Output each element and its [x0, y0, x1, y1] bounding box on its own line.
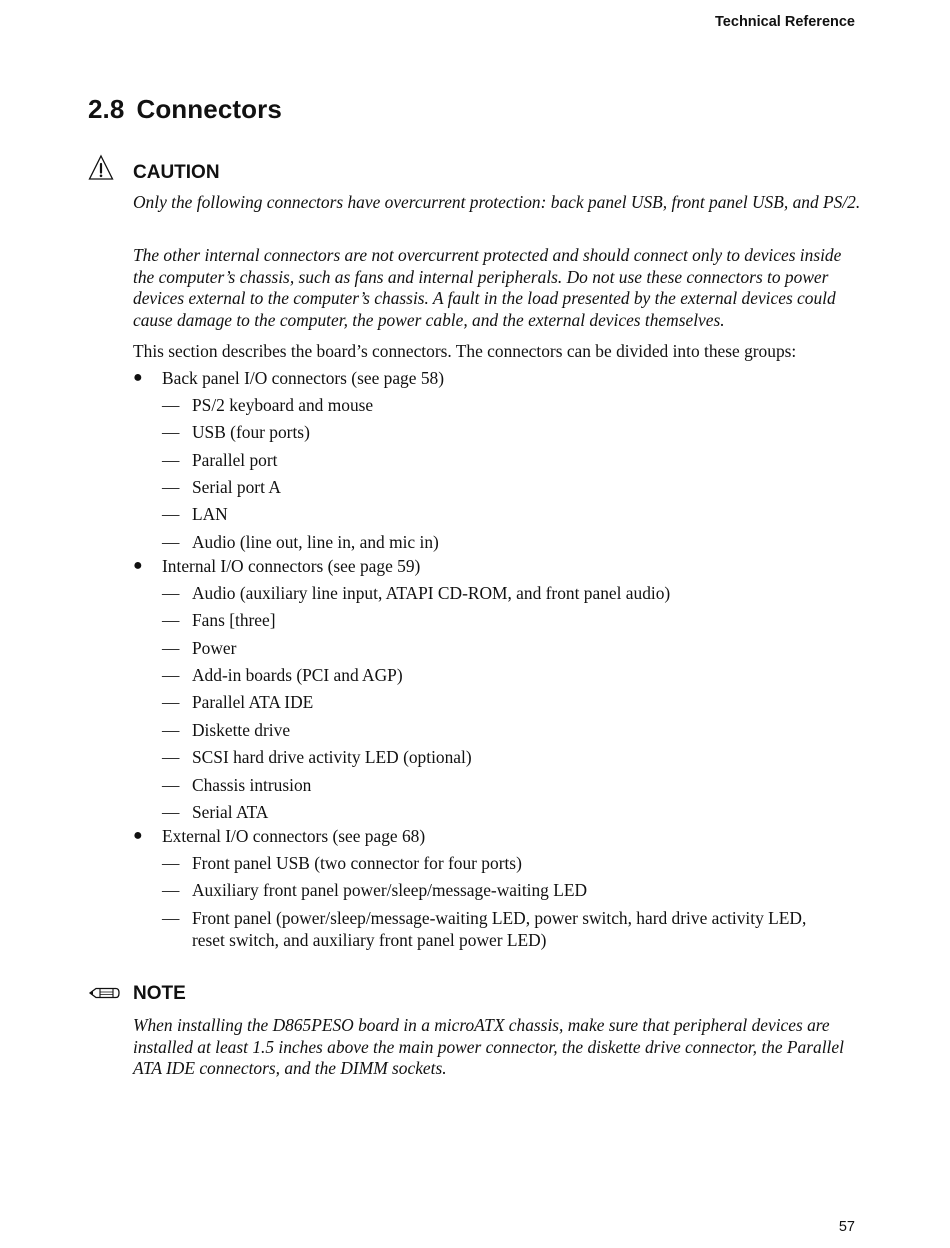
dash-icon: —	[162, 583, 180, 603]
dash-icon: —	[162, 802, 180, 822]
sub-list-item: PS/2 keyboard and mouse	[192, 395, 374, 415]
sub-list-item: Parallel ATA IDE	[192, 692, 314, 712]
sub-list-item: Audio (line out, line in, and mic in)	[192, 532, 439, 552]
sub-list-item: Serial ATA	[192, 802, 269, 822]
dash-icon: —	[162, 747, 180, 767]
dash-icon: —	[162, 395, 180, 415]
dash-icon: —	[162, 422, 180, 442]
caution-paragraph: Only the following connectors have overcurrent protection: back panel USB, front panel USB, and PS/2.	[133, 192, 861, 212]
bullet-icon: ●	[133, 827, 143, 844]
note-paragraph: When installing the D865PESO board in a microATX chassis, make sure that peripheral devices are installed at least 1.5 inches above the main power connector, the diskette drive connector, the Parallel ATA IDE connectors, and the DIMM sockets.	[133, 1015, 844, 1078]
pencil-icon	[88, 986, 120, 1000]
section-title-text: Connectors	[136, 94, 282, 124]
section-number: 2.8	[88, 94, 125, 124]
bullet-icon: ●	[133, 557, 143, 574]
dash-icon: —	[162, 504, 180, 524]
dash-icon: —	[162, 665, 180, 685]
sub-list-item: SCSI hard drive activity LED (optional)	[192, 747, 472, 767]
dash-icon: —	[162, 775, 180, 795]
sub-list-item: LAN	[192, 504, 228, 524]
sub-list-item: Chassis intrusion	[192, 775, 312, 795]
dash-icon: —	[162, 880, 180, 900]
dash-icon: —	[162, 532, 180, 552]
running-head: Technical Reference	[715, 14, 855, 30]
sub-list-item: Front panel USB (two connector for four ports)	[192, 853, 522, 873]
note-heading: NOTE	[133, 983, 186, 1004]
warning-triangle-icon	[88, 154, 114, 182]
caution-heading: CAUTION	[133, 162, 220, 183]
list-item: Back panel I/O connectors (see page 58)	[162, 368, 444, 388]
sub-list-item: Serial port A	[192, 477, 281, 497]
sub-list-item: Fans [three]	[192, 610, 276, 630]
sub-list-item: Front panel (power/sleep/message-waiting LED, power switch, hard drive activity LED, reset switch, and auxiliary front panel power LED)	[192, 908, 807, 950]
dash-icon: —	[162, 692, 180, 712]
dash-icon: —	[162, 477, 180, 497]
caution-paragraph: The other internal connectors are not overcurrent protected and should connect only to devices inside the computer’s chassis, such as fans and internal peripherals. Do not use these connectors to power devices external to the computer’s chassis. A fault in the load presented by the external devices could cause damage to the computer, the power cable, and the external devices themselves.	[133, 245, 842, 330]
dash-icon: —	[162, 610, 180, 630]
sub-list-item: Diskette drive	[192, 720, 291, 740]
sub-list-item: Power	[192, 638, 237, 658]
list-item: Internal I/O connectors (see page 59)	[162, 556, 421, 576]
dash-icon: —	[162, 720, 180, 740]
dash-icon: —	[162, 908, 180, 928]
list-item: External I/O connectors (see page 68)	[162, 826, 426, 846]
sub-list-item: Add-in boards (PCI and AGP)	[192, 665, 403, 685]
dash-icon: —	[162, 450, 180, 470]
dash-icon: —	[162, 853, 180, 873]
bullet-icon: ●	[133, 369, 143, 386]
sub-list-item: Auxiliary front panel power/sleep/message-waiting LED	[192, 880, 588, 900]
sub-list-item: Parallel port	[192, 450, 278, 470]
section-title	[88, 94, 282, 125]
sub-list-item: Audio (auxiliary line input, ATAPI CD-ROM, and front panel audio)	[192, 583, 671, 603]
intro-paragraph: This section describes the board’s connectors. The connectors can be divided into these groups:	[133, 341, 797, 361]
page-number: 57	[838, 1219, 855, 1235]
sub-list-item: USB (four ports)	[192, 422, 310, 442]
dash-icon: —	[162, 638, 180, 658]
